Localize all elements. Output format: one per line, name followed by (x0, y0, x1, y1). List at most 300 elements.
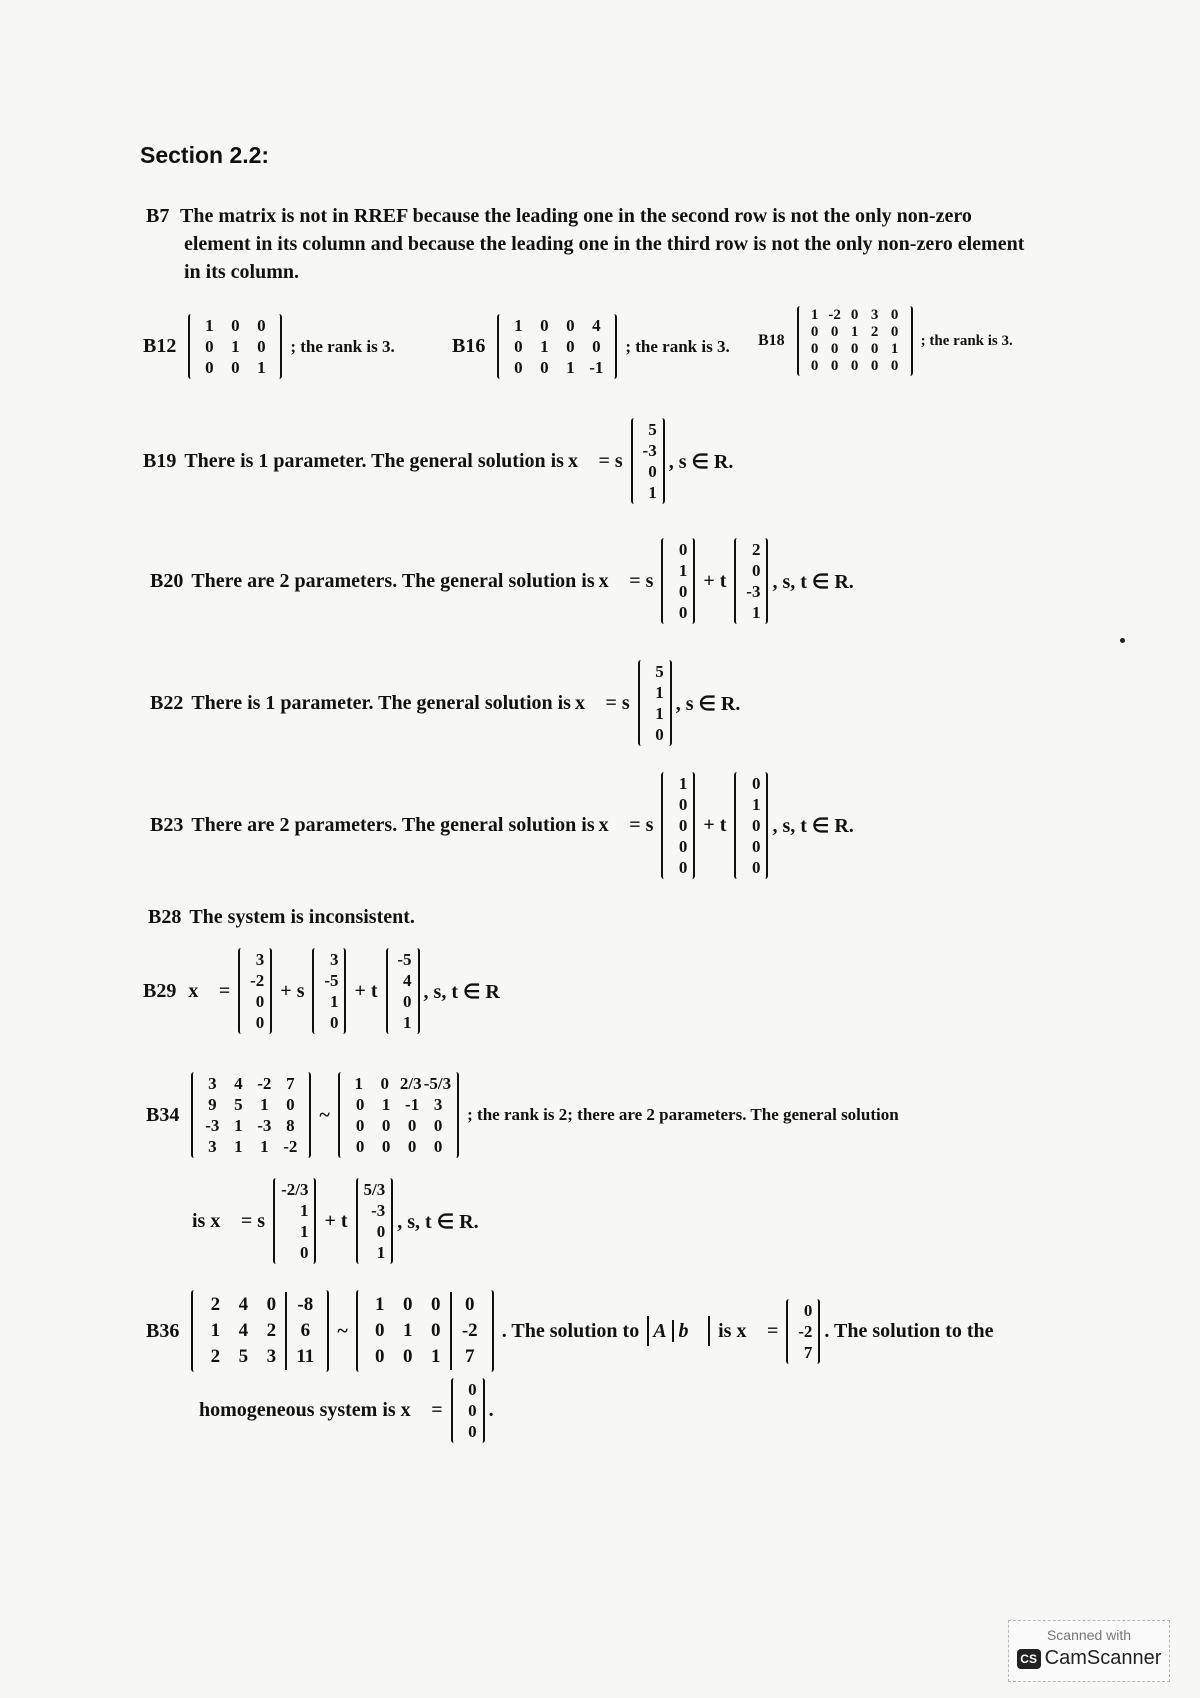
vector-entry: 0 (678, 837, 688, 856)
vector-row (794, 1321, 812, 1342)
matrix-entry: 0 (810, 341, 819, 357)
vector-row (669, 581, 687, 602)
vector-row (646, 703, 664, 724)
vector-row (639, 482, 657, 503)
vector-entry: 0 (803, 1300, 813, 1320)
answer-text: There is 1 parameter. The general solution is (184, 449, 564, 472)
answer-text: There is 1 parameter. The general solution is (191, 691, 571, 714)
parameter-domain: , s, t ∈ R. (772, 815, 854, 837)
answer-text: in its column. (184, 261, 300, 283)
solution-lhs: is x⃗ = s (192, 1209, 266, 1232)
matrix-entry: 1 (540, 337, 549, 356)
matrix-entry: -5/3 (423, 1074, 452, 1093)
vector-row (246, 949, 264, 970)
vector-row (794, 1300, 812, 1321)
answer-text: There are 2 parameters. The general solution is (191, 569, 595, 592)
vector-entry: 0 (655, 725, 664, 744)
vector-row (320, 970, 338, 991)
matrix-entry: 0 (407, 1137, 417, 1156)
solution-lhs: x⃗ = s (567, 449, 623, 472)
answer-b36 (146, 1290, 994, 1372)
vector-entry: -2 (250, 971, 265, 990)
answer-text: . (488, 1399, 494, 1421)
matrix-entry: 4 (238, 1320, 249, 1341)
solution-lhs: is x⃗ = (718, 1319, 779, 1342)
plus-parameter: + t (324, 1209, 348, 1232)
vector-entry: 0 (751, 774, 761, 793)
matrix-row (805, 341, 905, 358)
scanner-watermark (1008, 1620, 1170, 1682)
plus-parameter: + t (354, 979, 378, 1002)
vector-entry: 1 (403, 1013, 412, 1032)
matrix-entry: 0 (514, 337, 523, 356)
answer-b18 (758, 306, 1017, 376)
matrix-entry: 0 (205, 358, 214, 377)
matrix-entry: 1 (260, 1137, 269, 1156)
matrix-entry: 7 (450, 1344, 484, 1370)
matrix-entry: 0 (231, 316, 240, 335)
rref-augmented-matrix (356, 1290, 494, 1372)
matrix-row (505, 315, 609, 336)
answer-text: There are 2 parameters. The general solution is (191, 814, 595, 836)
matrix-row (366, 1318, 484, 1344)
answer-label: B29 (143, 979, 177, 1002)
answer-b36-homogeneous (195, 1378, 494, 1443)
matrix-entry: 7 (286, 1074, 295, 1093)
vector-row (320, 1012, 338, 1033)
matrix-entry: 0 (850, 358, 859, 374)
matrix-entry: 0 (890, 324, 899, 340)
matrix-entry: 1 (231, 337, 240, 356)
vector-row (281, 1179, 308, 1200)
matrix-row (201, 1318, 319, 1344)
answer-b20 (150, 538, 854, 624)
matrix-entry: 0 (355, 1116, 365, 1135)
vector-entry: 0 (751, 561, 761, 580)
matrix-row (346, 1094, 451, 1115)
matrix-entry: 1 (810, 307, 819, 323)
matrix-a-symbol: A (653, 1319, 667, 1342)
matrix-entry: 1 (257, 358, 266, 377)
scan-speck (1120, 638, 1125, 643)
answer-b23 (150, 772, 854, 879)
solution-lhs: x⃗ = s (574, 691, 630, 714)
vector-row (669, 836, 687, 857)
vector-entry: 1 (299, 1201, 309, 1220)
vector-row (669, 560, 687, 581)
vector-row (364, 1179, 386, 1200)
answer-b29 (143, 948, 500, 1034)
matrix-row (505, 357, 609, 378)
answer-label: B12 (143, 335, 177, 357)
matrix-entry: 0 (431, 1320, 441, 1341)
vector-entry: 0 (255, 992, 265, 1011)
rref-matrix (338, 1072, 459, 1158)
vector-entry: 7 (803, 1342, 813, 1362)
matrix-entry: 1 (514, 316, 523, 335)
matrix-entry: 1 (234, 1116, 243, 1135)
vector-entry: 0 (678, 540, 688, 559)
answer-b7 (146, 202, 1051, 286)
parameter-domain: , s, t ∈ R. (772, 570, 854, 593)
matrix-row (196, 315, 274, 336)
matrix-entry: 1 (850, 324, 859, 340)
solution-lhs: homogeneous system is x⃗ = (199, 1399, 443, 1421)
vector-row (742, 773, 760, 794)
matrix-entry: 0 (850, 307, 859, 323)
matrix-entry: 0 (592, 337, 601, 356)
vector-entry: 0 (648, 462, 657, 481)
matrix-entry: 4 (238, 1294, 249, 1315)
matrix-entry: 2 (266, 1320, 277, 1341)
matrix-entry: 2 (870, 324, 879, 340)
matrix-entry: 3 (433, 1095, 443, 1114)
section-heading: Section 2.2: (140, 142, 270, 168)
vector-row (364, 1200, 386, 1221)
matrix-entry: 9 (208, 1095, 217, 1114)
vector-entry: 4 (403, 971, 412, 990)
vector-row (281, 1242, 308, 1263)
matrix-entry: -2 (450, 1318, 484, 1344)
vector-entry: 0 (678, 795, 688, 814)
camscanner-logo-icon: CS (1017, 1649, 1041, 1669)
solution-vector (638, 660, 672, 746)
matrix-entry: 0 (286, 1095, 295, 1114)
matrix-entry: 1 (431, 1346, 441, 1367)
vector-entry: 0 (678, 582, 688, 601)
solution-vector (661, 772, 695, 879)
vector-entry: 0 (403, 992, 412, 1011)
vector-entry: -5 (397, 950, 412, 969)
answer-text: . The solution to the (824, 1319, 994, 1342)
matrix-row (196, 336, 274, 357)
solution-vector (238, 948, 272, 1034)
vector-entry: 1 (299, 1222, 309, 1241)
vector-row (639, 419, 657, 440)
vector-row (669, 857, 687, 878)
answer-label: B7 (146, 205, 170, 227)
matrix-entry: 1 (890, 341, 899, 357)
parameter-domain: , s ∈ R. (668, 450, 734, 473)
answer-b19 (143, 418, 733, 504)
vector-row (281, 1221, 308, 1242)
vector-entry: 1 (376, 1243, 386, 1262)
matrix-entry: 0 (431, 1294, 441, 1315)
vector-row (246, 991, 264, 1012)
vector-entry: 2 (751, 540, 761, 559)
vector-row (639, 440, 657, 461)
answer-b34-solution (188, 1178, 479, 1264)
plus-parameter: + t (703, 569, 727, 592)
solution-vector (312, 948, 346, 1034)
vector-entry: 1 (678, 774, 688, 793)
vector-entry: 5/3 (363, 1180, 386, 1199)
answer-label: B20 (150, 569, 184, 592)
answer-text: element in its column and because the leading one in the third row is not the only non-zero element (184, 233, 1025, 255)
answer-label: B34 (146, 1103, 180, 1126)
rank-statement: ; the rank is 3. (290, 336, 395, 356)
matrix-entry: 0 (850, 341, 859, 357)
vector-row (742, 602, 760, 623)
vector-row (364, 1221, 386, 1242)
matrix-entry: 2/3 (399, 1074, 422, 1093)
matrix-entry: 3 (208, 1137, 217, 1156)
matrix-entry: 1 (205, 316, 214, 335)
vector-row (394, 991, 412, 1012)
vector-row (394, 949, 412, 970)
answer-b34 (146, 1072, 903, 1158)
augment-bar (672, 1320, 674, 1342)
vector-entry: 0 (376, 1222, 386, 1241)
matrix-row (805, 307, 905, 324)
answer-label: B18 (758, 332, 785, 349)
vector-row (646, 661, 664, 682)
vector-entry: 3 (255, 950, 265, 969)
matrix-entry: 0 (257, 316, 266, 335)
plus-parameter: + s (280, 979, 305, 1002)
vector-entry: 0 (468, 1401, 477, 1420)
vector-entry: 1 (751, 795, 761, 814)
matrix-entry: 0 (870, 358, 879, 374)
matrix-entry: 0 (403, 1294, 413, 1315)
matrix-row (505, 336, 609, 357)
vector-row (742, 857, 760, 878)
solution-vector (661, 538, 695, 624)
parameter-domain: , s, t ∈ R (423, 980, 500, 1003)
solution-vector (734, 772, 768, 879)
vector-entry: 1 (678, 561, 688, 580)
answer-label: B36 (146, 1319, 180, 1342)
matrix-entry: 5 (234, 1095, 243, 1114)
vector-entry: 0 (678, 858, 688, 877)
vector-row (246, 970, 264, 991)
vector-entry: 0 (751, 837, 761, 856)
matrix-entry: -2 (257, 1074, 272, 1093)
answer-text: The system is inconsistent. (189, 906, 415, 928)
matrix-entry: 0 (870, 341, 879, 357)
matrix-row (346, 1073, 451, 1094)
vector-row (459, 1379, 477, 1400)
answer-text: The matrix is not in RREF because the leading one in the second row is not the only non-zero (179, 205, 972, 227)
vector-row (459, 1421, 477, 1442)
matrix-entry: 2 (210, 1294, 221, 1315)
vector-entry: 0 (751, 816, 761, 835)
vector-entry: -5 (324, 971, 339, 990)
answer-label: B19 (143, 449, 177, 472)
augmented-system (647, 1316, 710, 1346)
matrix-entry: 1 (403, 1320, 413, 1341)
vector-row (742, 560, 760, 581)
solution-vector (356, 1178, 394, 1264)
solution-vector (273, 1178, 316, 1264)
matrix-entry: 0 (381, 1137, 391, 1156)
matrix-entry: -8 (285, 1292, 319, 1318)
matrix-row (201, 1292, 319, 1318)
matrix-entry: 0 (380, 1074, 389, 1093)
vector-entry: -3 (642, 441, 657, 460)
vector-entry: 1 (751, 603, 761, 622)
matrix-row (199, 1073, 303, 1094)
vector-entry: 0 (751, 858, 761, 877)
solution-vector (786, 1299, 820, 1364)
answer-b16 (452, 314, 734, 379)
matrix-entry: 0 (566, 316, 575, 335)
rref-matrix (497, 314, 617, 379)
matrix-entry: 3 (266, 1346, 277, 1367)
vector-row (394, 970, 412, 991)
matrix-entry: 0 (205, 337, 214, 356)
matrix-entry: 0 (375, 1346, 385, 1367)
matrix-entry: 1 (260, 1095, 269, 1114)
matrix-entry: 0 (514, 358, 523, 377)
answer-label: B16 (452, 335, 486, 357)
matrix-entry: 3 (208, 1074, 217, 1093)
answer-text: . The solution to (501, 1319, 640, 1342)
vector-entry: 0 (468, 1422, 477, 1441)
vector-entry: 1 (655, 683, 664, 702)
matrix-entry: 0 (266, 1294, 277, 1315)
matrix-entry: 0 (381, 1116, 391, 1135)
matrix-entry: 0 (810, 358, 819, 374)
vector-entry: 5 (648, 420, 657, 439)
matrix-entry: -2 (283, 1137, 298, 1156)
solution-vector (631, 418, 665, 504)
matrix-entry: 0 (450, 1292, 484, 1318)
matrix-entry: 1 (381, 1095, 391, 1114)
answer-label: B28 (148, 906, 182, 928)
row-equivalent-symbol: ~ (319, 1103, 330, 1126)
matrix-entry: 0 (375, 1320, 385, 1341)
solution-lhs: x⃗ = s (598, 569, 654, 592)
answer-label: B23 (150, 814, 184, 836)
solution-vector (386, 948, 420, 1034)
vector-entry: 0 (329, 1013, 339, 1032)
parameter-domain: , s, t ∈ R. (397, 1210, 479, 1233)
vector-row (669, 794, 687, 815)
matrix-entry: 0 (890, 307, 899, 323)
vector-entry: 0 (255, 1013, 265, 1032)
matrix-row (805, 324, 905, 341)
matrix-entry: -1 (589, 358, 604, 377)
matrix-entry: 0 (355, 1137, 365, 1156)
matrix-entry: 0 (403, 1346, 413, 1367)
vector-row (742, 581, 760, 602)
matrix-entry: 0 (257, 337, 266, 356)
vector-entry: -3 (746, 582, 761, 601)
matrix-row (346, 1115, 451, 1136)
vector-row (364, 1242, 386, 1263)
vector-row (246, 1012, 264, 1033)
matrix-entry: 1 (210, 1320, 221, 1341)
matrix-entry: 0 (231, 358, 240, 377)
matrix-entry: 0 (540, 358, 549, 377)
matrix-entry: 6 (285, 1318, 319, 1344)
matrix-row (346, 1136, 451, 1157)
augmented-matrix (191, 1290, 329, 1372)
vector-row (742, 794, 760, 815)
solution-vector (451, 1378, 485, 1443)
matrix-entry: 0 (830, 324, 839, 340)
matrix-entry: 2 (210, 1346, 221, 1367)
matrix-entry: 3 (870, 307, 879, 323)
vector-row (320, 949, 338, 970)
vector-row (281, 1200, 308, 1221)
matrix-entry: 1 (375, 1294, 385, 1315)
vector-entry: 0 (678, 603, 688, 622)
vector-entry: -3 (371, 1201, 386, 1220)
plus-parameter: + t (703, 814, 727, 836)
vector-row (669, 815, 687, 836)
rank-statement: ; the rank is 3. (920, 332, 1013, 349)
matrix-entry: 0 (540, 316, 549, 335)
matrix-entry: -2 (828, 307, 841, 323)
vector-entry: 1 (648, 483, 657, 502)
matrix-entry: 0 (890, 358, 899, 374)
matrix-entry: 0 (355, 1095, 365, 1114)
vector-row (646, 724, 664, 745)
vector-row (459, 1400, 477, 1421)
vector-row (646, 682, 664, 703)
vector-entry: 1 (329, 992, 339, 1011)
solution-lhs: x⃗ = (188, 979, 231, 1002)
matrix-entry: 1 (354, 1074, 363, 1093)
solution-vector (734, 538, 768, 624)
rref-matrix (188, 314, 282, 379)
matrix-entry: -3 (257, 1116, 272, 1135)
matrix-row (199, 1115, 303, 1136)
matrix-row (196, 357, 274, 378)
vector-row (669, 539, 687, 560)
vector-entry: 0 (678, 816, 688, 835)
vector-row (794, 1342, 812, 1363)
matrix-row (199, 1094, 303, 1115)
parameter-domain: , s ∈ R. (675, 692, 741, 715)
matrix-entry: 11 (285, 1344, 319, 1370)
matrix-entry: 4 (592, 316, 601, 335)
matrix-entry: 0 (407, 1116, 417, 1135)
matrix-row (805, 358, 905, 375)
watermark-brand: CamScanner (1044, 1647, 1162, 1669)
matrix-entry: 8 (286, 1116, 295, 1135)
matrix-row (199, 1136, 303, 1157)
answer-b12 (143, 314, 399, 379)
matrix-entry: 0 (830, 341, 839, 357)
matrix-entry: 0 (433, 1137, 443, 1156)
vector-entry: 5 (655, 662, 664, 681)
solution-lhs: x⃗ = s (598, 814, 654, 836)
watermark-caption: Scanned with (1046, 1627, 1132, 1643)
matrix-entry: 1 (234, 1137, 243, 1156)
vector-row (639, 461, 657, 482)
matrix-entry: 0 (566, 337, 575, 356)
coefficient-matrix (191, 1072, 311, 1158)
vector-row (669, 773, 687, 794)
rref-matrix (797, 306, 913, 376)
vector-row (320, 991, 338, 1012)
vector-entry: 0 (299, 1243, 309, 1262)
vector-row (669, 602, 687, 623)
matrix-row (366, 1292, 484, 1318)
vector-entry: -2 (798, 1321, 813, 1341)
vector-entry: 3 (329, 950, 339, 969)
row-equivalent-symbol: ~ (337, 1319, 348, 1342)
matrix-row (366, 1344, 484, 1370)
vector-row (742, 836, 760, 857)
matrix-entry: 0 (830, 358, 839, 374)
rank-statement: ; the rank is 3. (625, 336, 730, 356)
vector-row (742, 815, 760, 836)
matrix-entry: 4 (234, 1074, 243, 1093)
